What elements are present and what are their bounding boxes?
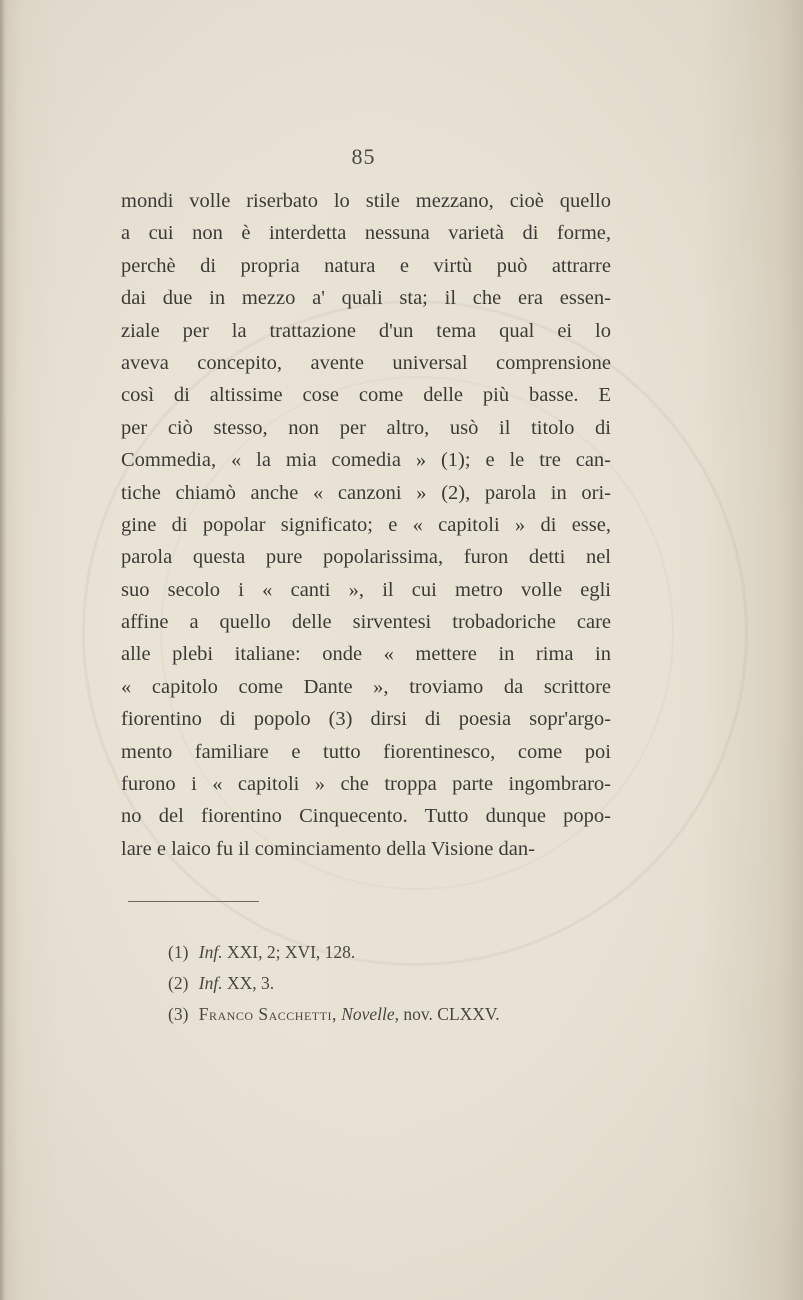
text-line: così di altissime cose come delle più basse. E [121, 384, 611, 407]
body-text [121, 185, 611, 865]
text-line: fiorentino di popolo (3) dirsi di poesia sopr'argo- [121, 708, 611, 731]
text-line: per ciò stesso, non per altro, usò il titolo di [121, 416, 611, 439]
text-line: Commedia, « la mia comedia » (1); e le tre can- [121, 449, 611, 472]
text-line: alle plebi italiane: onde « mettere in rima in [121, 643, 611, 666]
footnote-text: nov. CLXXV. [403, 1004, 500, 1024]
footnote-text: XXI, 2; XVI, 128. [226, 942, 356, 962]
text-line: « capitolo come Dante », troviamo da scrittore [121, 675, 611, 698]
text-line: furono i « capitoli » che troppa parte ingombraro- [121, 773, 611, 796]
text-line: dai due in mezzo a' quali sta; il che era essen- [121, 287, 611, 310]
footnote-separator [128, 901, 259, 902]
text-line: suo secolo i « canti », il cui metro volle egli [121, 578, 611, 601]
text-line: mondi volle riserbato lo stile mezzano, cioè quello [121, 190, 611, 212]
text-line: lare e laico fu il cominciamento della Visione dan- [121, 837, 535, 860]
footnote-1 [168, 937, 608, 968]
text-line: mento familiare e tutto fiorentinesco, come poi [121, 740, 611, 763]
footnotes [168, 937, 608, 1030]
footnote-reference: Inf. [198, 942, 223, 962]
footnote-reference: Inf. [198, 973, 223, 993]
footnote-text: XX, 3. [226, 973, 275, 993]
footnote-work: Novelle, [341, 1004, 400, 1024]
page-binding-edge [0, 0, 6, 1300]
footnote-number: (1) [168, 942, 189, 962]
footnote-3 [168, 999, 608, 1030]
footnote-number: (2) [168, 973, 189, 993]
text-line: aveva concepito, avente universal comprensione [121, 351, 611, 374]
text-line: gine di popolar significato; e « capitoli » di esse, [121, 513, 611, 536]
text-line: perchè di propria natura e virtù può attrarre [121, 254, 611, 277]
footnote-2 [168, 968, 608, 999]
page-number: 85 [351, 144, 376, 169]
text-line: tiche chiamò anche « canzoni » (2), parola in ori- [121, 481, 611, 504]
text-line: a cui non è interdetta nessuna varietà di forme, [121, 222, 611, 245]
footnote-author: Franco Sacchetti, [198, 1004, 337, 1024]
footnote-number: (3) [168, 1004, 189, 1024]
text-line: no del fiorentino Cinquecento. Tutto dunque popo- [121, 805, 611, 828]
text-line: parola questa pure popolarissima, furon detti nel [121, 546, 611, 569]
text-line: affine a quello delle sirventesi trobadoriche care [121, 611, 611, 634]
text-line: ziale per la trattazione d'un tema qual ei lo [121, 319, 611, 342]
